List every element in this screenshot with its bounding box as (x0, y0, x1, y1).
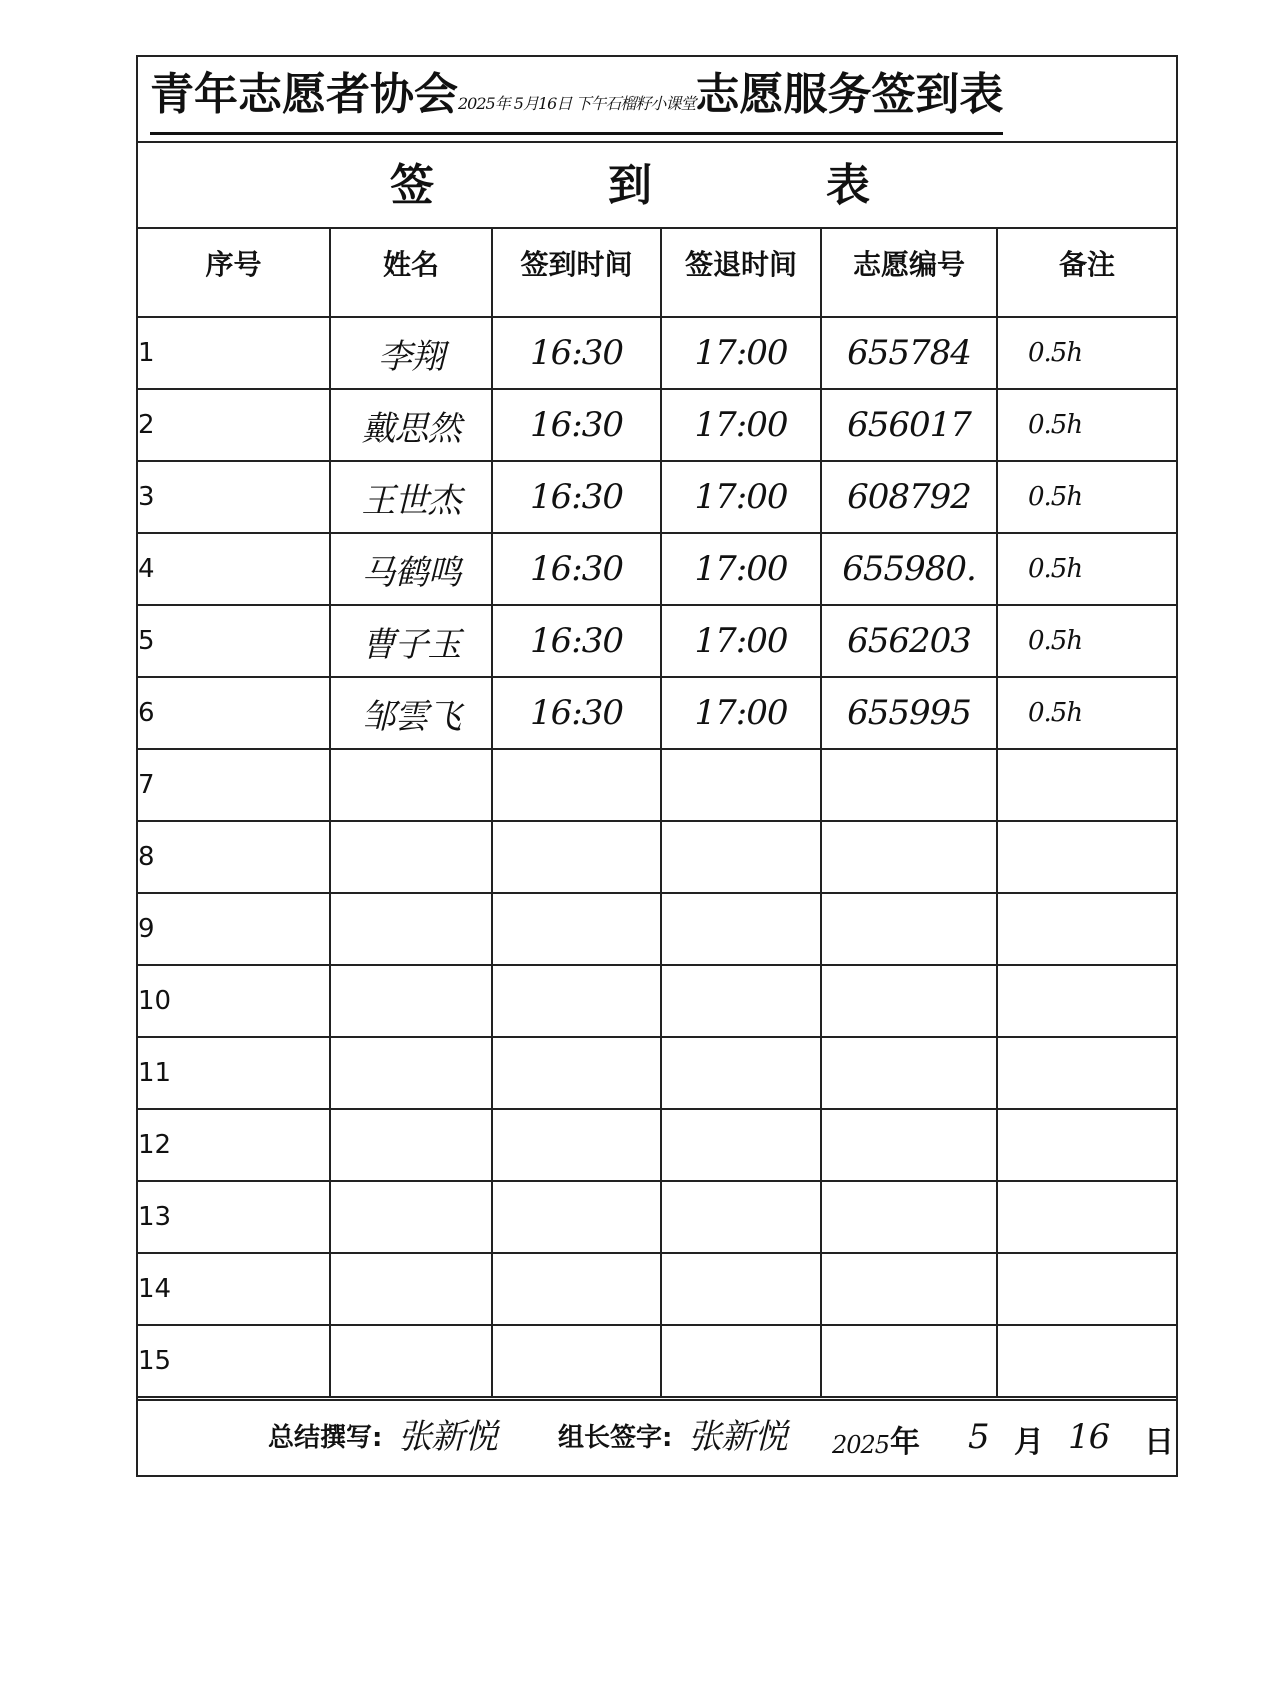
sign-out-time: 17:00 (694, 693, 788, 733)
remarks-cell (997, 1325, 1176, 1397)
sign-out-time: 17:00 (694, 477, 788, 517)
table-row (138, 893, 1176, 965)
volunteer-id-cell (821, 1109, 997, 1181)
row-number-cell: 7 (138, 749, 330, 821)
footer-row (138, 1399, 1176, 1475)
volunteer-name-cell (330, 461, 492, 533)
column-header-remarks: 备注 (997, 229, 1176, 317)
remarks-cell (997, 677, 1176, 749)
summary-writer-signature: 张新悦 (398, 1417, 497, 1457)
row-number-cell: 1 (138, 317, 330, 389)
sign-out-time: 17:00 (694, 549, 788, 589)
row-number-cell: 5 (138, 605, 330, 677)
sign-in-time: 16:30 (530, 693, 623, 733)
sign-out-time-cell (661, 389, 821, 461)
sign-out-time-cell (661, 1253, 821, 1325)
sign-in-time-cell (492, 1325, 661, 1397)
volunteer-id: 656203 (847, 621, 971, 661)
column-header-name: 姓名 (330, 229, 492, 317)
table-row (138, 1253, 1176, 1325)
remarks: 0.5h (1028, 482, 1083, 512)
row-number-cell: 13 (138, 1181, 330, 1253)
row-number-cell: 10 (138, 965, 330, 1037)
row-number-cell: 8 (138, 821, 330, 893)
title-row (138, 57, 1176, 143)
remarks-cell (997, 1181, 1176, 1253)
volunteer-id: 655784 (847, 333, 971, 373)
volunteer-name-cell (330, 1181, 492, 1253)
remarks: 0.5h (1028, 626, 1083, 656)
sign-in-time: 16:30 (530, 549, 623, 589)
remarks-cell (997, 965, 1176, 1037)
sign-in-time-cell (492, 749, 661, 821)
sign-in-time-cell (492, 605, 661, 677)
sign-out-time-cell (661, 893, 821, 965)
table-row (138, 1181, 1176, 1253)
remarks-cell (997, 461, 1176, 533)
sign-in-time-cell (492, 461, 661, 533)
sign-in-time-cell (492, 1109, 661, 1181)
column-header-sign-in-time: 签到时间 (492, 229, 661, 317)
volunteer-id: 655980. (842, 549, 976, 589)
subtitle-char-3: 表 (826, 160, 870, 211)
volunteer-name-cell (330, 605, 492, 677)
volunteer-id: 655995 (847, 693, 971, 733)
sign-in-table (138, 229, 1176, 1398)
subtitle-char-1: 签 (390, 160, 434, 211)
table-row (138, 1325, 1176, 1397)
sign-in-time: 16:30 (530, 621, 623, 661)
table-row (138, 965, 1176, 1037)
date-year: 2025 (832, 1431, 890, 1459)
date-month: 5 (968, 1417, 989, 1457)
table-row (138, 749, 1176, 821)
volunteer-id-cell (821, 1325, 997, 1397)
volunteer-name-cell (330, 893, 492, 965)
volunteer-id: 656017 (847, 405, 971, 445)
row-number-cell: 3 (138, 461, 330, 533)
remarks-cell (997, 389, 1176, 461)
sign-out-time-cell (661, 1109, 821, 1181)
volunteer-name: 邹雲飞 (361, 696, 461, 737)
team-leader-signature: 张新悦 (688, 1417, 787, 1457)
row-number-cell: 14 (138, 1253, 330, 1325)
remarks: 0.5h (1028, 554, 1083, 584)
volunteer-name-cell (330, 533, 492, 605)
title-suffix: 志愿服务签到表 (695, 69, 1004, 120)
table-row (138, 389, 1176, 461)
sign-in-time-cell (492, 821, 661, 893)
sign-in-sheet (136, 55, 1178, 1477)
column-header-volunteer-id: 志愿编号 (821, 229, 997, 317)
sign-out-time: 17:00 (694, 333, 788, 373)
remarks-cell (997, 1109, 1176, 1181)
sign-out-time-cell (661, 749, 821, 821)
sign-in-time: 16:30 (530, 477, 623, 517)
table-header-row (138, 229, 1176, 317)
sign-in-time-cell (492, 1037, 661, 1109)
remarks-cell (997, 317, 1176, 389)
sign-out-time-cell (661, 1181, 821, 1253)
volunteer-id-cell (821, 1181, 997, 1253)
remarks-cell (997, 821, 1176, 893)
sign-out-time-cell (661, 461, 821, 533)
sign-out-time: 17:00 (694, 621, 788, 661)
title-org: 青年志愿者协会 (150, 69, 458, 120)
date-day-unit: 日 (1144, 1425, 1174, 1460)
volunteer-name: 马鹤鸣 (361, 552, 461, 593)
volunteer-id: 608792 (847, 477, 971, 517)
remarks-cell (997, 749, 1176, 821)
volunteer-id-cell (821, 1037, 997, 1109)
row-number-cell: 9 (138, 893, 330, 965)
row-number-cell: 12 (138, 1109, 330, 1181)
row-number-cell: 11 (138, 1037, 330, 1109)
remarks: 0.5h (1028, 698, 1083, 728)
team-leader-label: 组长签字: (558, 1423, 673, 1453)
remarks-cell (997, 1037, 1176, 1109)
table-row (138, 461, 1176, 533)
subtitle-char-2: 到 (608, 160, 652, 211)
volunteer-name-cell (330, 677, 492, 749)
sign-out-time-cell (661, 533, 821, 605)
table-row (138, 317, 1176, 389)
sign-out-time-cell (661, 1325, 821, 1397)
sign-in-time-cell (492, 677, 661, 749)
volunteer-name-cell (330, 1109, 492, 1181)
sign-in-time-cell (492, 893, 661, 965)
date-year-unit: 年 (890, 1425, 920, 1460)
volunteer-name-cell (330, 749, 492, 821)
volunteer-name-cell (330, 965, 492, 1037)
remarks-cell (997, 605, 1176, 677)
volunteer-name: 李翔 (378, 336, 444, 377)
remarks-cell (997, 533, 1176, 605)
sign-out-time: 17:00 (694, 405, 788, 445)
sign-out-time-cell (661, 677, 821, 749)
sign-in-time-cell (492, 1181, 661, 1253)
volunteer-id-cell (821, 965, 997, 1037)
row-number-cell: 6 (138, 677, 330, 749)
sign-out-time-cell (661, 1037, 821, 1109)
table-row (138, 821, 1176, 893)
sign-out-time-cell (661, 605, 821, 677)
title-activity-handwritten: 2025年 5月16日 下午石榴籽小课堂 (458, 94, 696, 113)
volunteer-id-cell (821, 605, 997, 677)
volunteer-name: 曹子玉 (361, 624, 461, 665)
date-month-unit: 月 (1014, 1425, 1044, 1460)
remarks: 0.5h (1028, 410, 1083, 440)
volunteer-name-cell (330, 1037, 492, 1109)
sign-out-time-cell (661, 821, 821, 893)
volunteer-name: 戴思然 (361, 408, 461, 449)
volunteer-id-cell (821, 749, 997, 821)
summary-writer-label: 总结撰写: (268, 1423, 383, 1453)
volunteer-id-cell (821, 389, 997, 461)
volunteer-name-cell (330, 389, 492, 461)
sign-out-time-cell (661, 317, 821, 389)
volunteer-id-cell (821, 893, 997, 965)
volunteer-name-cell (330, 1325, 492, 1397)
volunteer-name-cell (330, 821, 492, 893)
remarks-cell (997, 1253, 1176, 1325)
row-number-cell: 2 (138, 389, 330, 461)
remarks: 0.5h (1028, 338, 1083, 368)
volunteer-name: 王世杰 (361, 480, 461, 521)
table-row (138, 1037, 1176, 1109)
column-header-sign-out-time: 签退时间 (661, 229, 821, 317)
table-row (138, 533, 1176, 605)
table-row (138, 677, 1176, 749)
sign-in-time: 16:30 (530, 333, 623, 373)
table-row (138, 1109, 1176, 1181)
volunteer-id-cell (821, 533, 997, 605)
remarks-cell (997, 893, 1176, 965)
sign-in-time-cell (492, 389, 661, 461)
sign-in-time-cell (492, 317, 661, 389)
sign-in-time: 16:30 (530, 405, 623, 445)
row-number-cell: 15 (138, 1325, 330, 1397)
volunteer-id-cell (821, 821, 997, 893)
volunteer-id-cell (821, 1253, 997, 1325)
column-header-number: 序号 (138, 229, 330, 317)
sign-in-time-cell (492, 533, 661, 605)
sheet-title (150, 69, 1003, 135)
table-body (138, 317, 1176, 1397)
sign-in-time-cell (492, 1253, 661, 1325)
volunteer-name-cell (330, 317, 492, 389)
row-number-cell: 4 (138, 533, 330, 605)
volunteer-name-cell (330, 1253, 492, 1325)
sign-in-time-cell (492, 965, 661, 1037)
volunteer-id-cell (821, 677, 997, 749)
date-day: 16 (1068, 1417, 1110, 1457)
table-row (138, 605, 1176, 677)
subtitle-row (138, 143, 1176, 229)
sign-out-time-cell (661, 965, 821, 1037)
volunteer-id-cell (821, 461, 997, 533)
volunteer-id-cell (821, 317, 997, 389)
